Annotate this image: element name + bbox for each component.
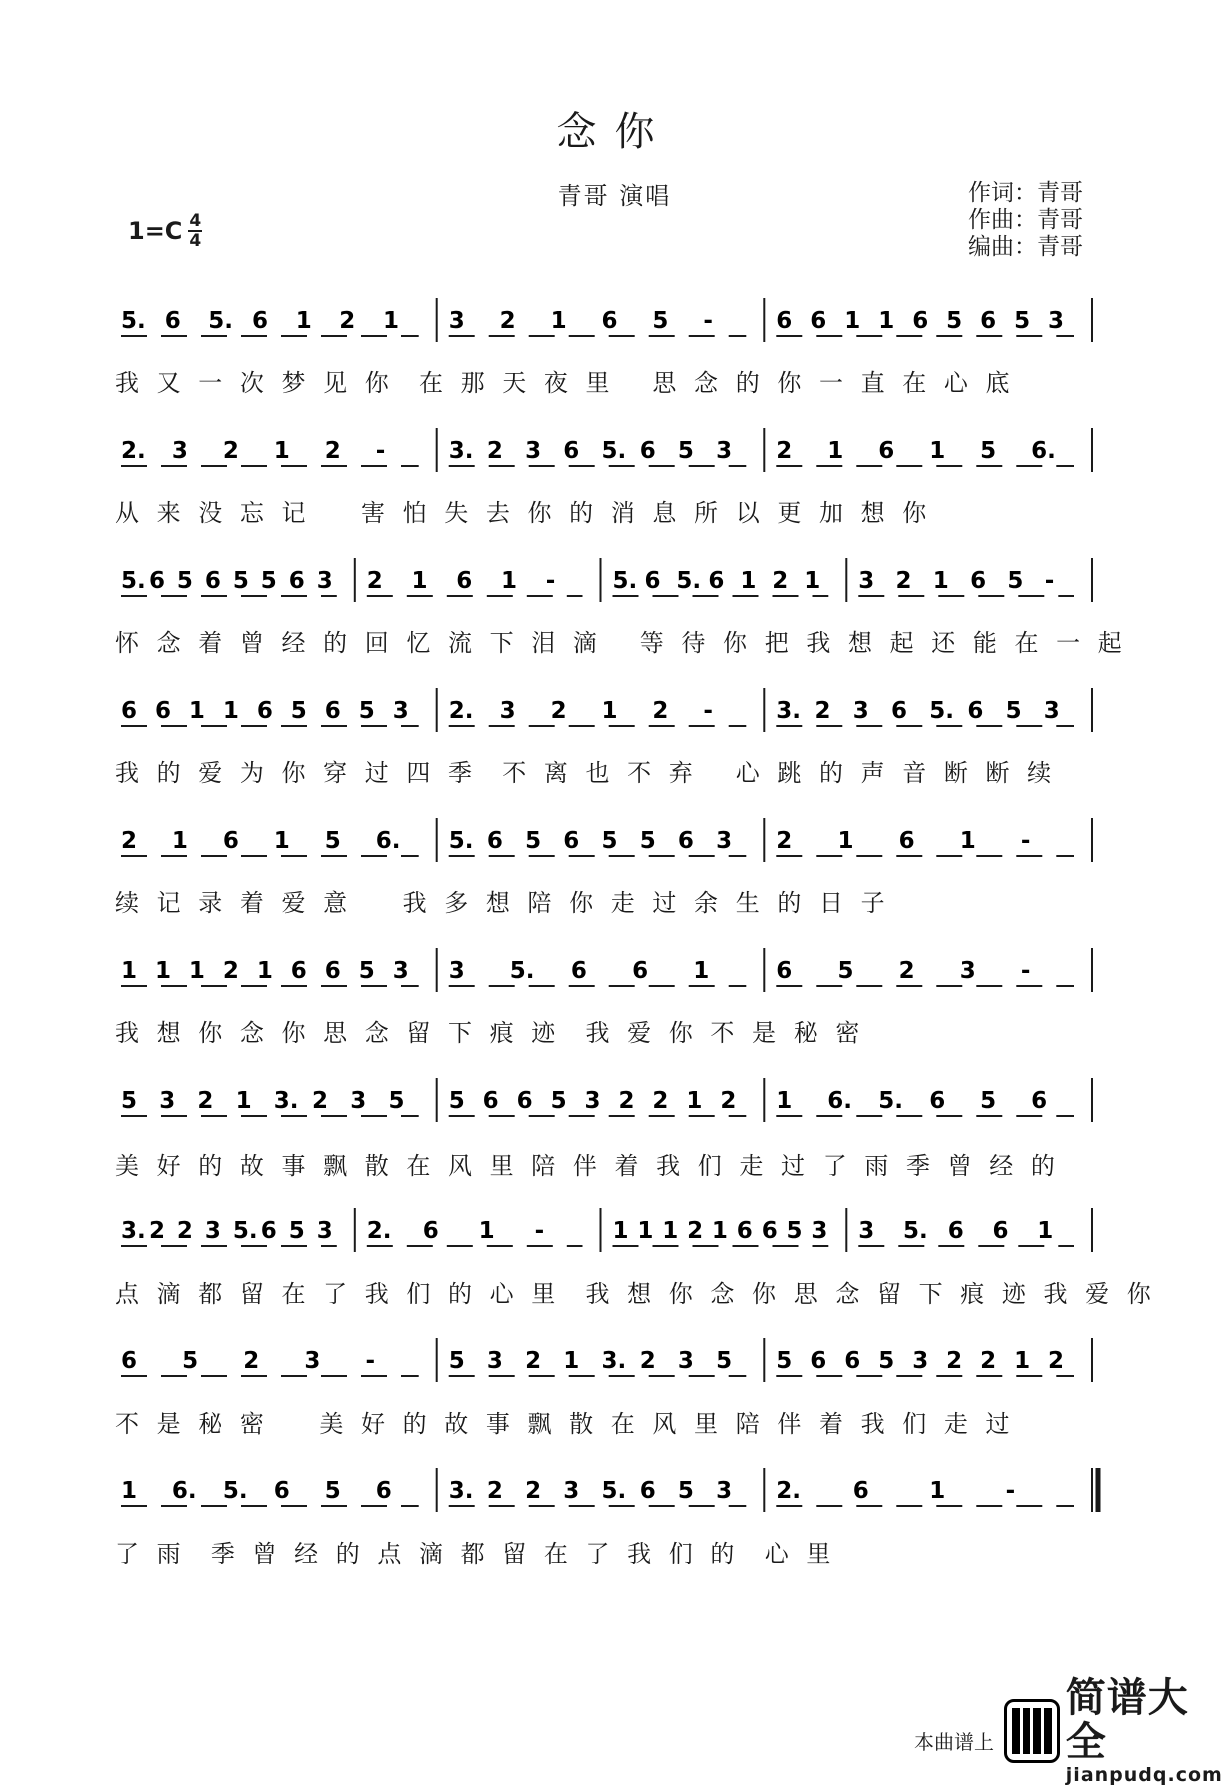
note: 3 — [392, 958, 409, 984]
note: 2 — [772, 568, 789, 594]
note: 2 — [618, 1088, 635, 1114]
note: 5 — [288, 1218, 305, 1244]
note: 6 — [891, 698, 908, 724]
note: - — [1005, 1478, 1016, 1504]
note: 6 — [601, 308, 618, 334]
note: 2 — [895, 568, 912, 594]
note: 3 — [1043, 698, 1060, 724]
note: 2 — [687, 1218, 704, 1244]
watermark-cutoff-text: 本曲谱上 — [914, 1730, 994, 1754]
note: 5 — [677, 438, 694, 464]
note: 6 — [776, 308, 793, 334]
note: 1 — [188, 958, 205, 984]
note: - — [545, 568, 556, 594]
note: 3 — [392, 698, 409, 724]
note: 5. — [222, 1478, 248, 1504]
note: 5. — [676, 568, 702, 594]
note: 3 — [959, 958, 976, 984]
note: 6 — [967, 698, 984, 724]
note: 2 — [339, 308, 356, 334]
note: 6 — [260, 1218, 277, 1244]
note: 2 — [243, 1348, 260, 1374]
note: 3. — [448, 438, 474, 464]
note: 6 — [1031, 1088, 1048, 1114]
note: 1 — [776, 1088, 793, 1114]
note: 1 — [550, 308, 567, 334]
note: 5 — [946, 308, 963, 334]
note: 6 — [632, 958, 649, 984]
note: 6 — [776, 958, 793, 984]
note: 2 — [776, 438, 793, 464]
note: 1 — [1037, 1218, 1054, 1244]
note: 2 — [898, 958, 915, 984]
note: 6 — [252, 308, 269, 334]
lyric-line-4: 我 的 爱 为 你 穿 过 四 季 不 离 也 不 弃 心 跳 的 声 音 断 断 续 — [115, 759, 1057, 787]
note: 2 — [176, 1218, 193, 1244]
note: 6 — [970, 568, 987, 594]
note: 1 — [929, 438, 946, 464]
note: 5 — [786, 1218, 803, 1244]
note: 5. — [448, 828, 474, 854]
note: 2 — [946, 1348, 963, 1374]
note: 6. — [375, 828, 401, 854]
note: 1 — [662, 1218, 679, 1244]
note: 6 — [708, 568, 725, 594]
lyric-line-9: 不 是 秘 密 美 好 的 故 事 飘 散 在 风 里 陪 伴 着 我 们 走 过 — [115, 1410, 1015, 1438]
note: 6 — [810, 1348, 827, 1374]
note: 1 — [837, 828, 854, 854]
note: - — [1044, 568, 1055, 594]
piano-icon — [1004, 1699, 1060, 1763]
note: 3 — [159, 1088, 176, 1114]
note: - — [375, 438, 386, 464]
note: 6. — [1031, 438, 1056, 464]
note: 1 — [411, 568, 428, 594]
note: 2 — [486, 438, 503, 464]
note: 5 — [837, 958, 854, 984]
time-top: 4 — [189, 211, 202, 231]
site-logo[interactable] — [1004, 1676, 1229, 1786]
note: 3 — [304, 1348, 321, 1374]
note: 5 — [980, 438, 997, 464]
note: - — [365, 1348, 376, 1374]
note: 5. — [878, 1088, 903, 1114]
note: 6 — [288, 568, 305, 594]
note: 2 — [324, 438, 341, 464]
note: 6 — [164, 308, 181, 334]
note: 6. — [827, 1088, 853, 1114]
note: 3 — [858, 568, 875, 594]
note: 1 — [121, 1478, 138, 1504]
note: 6 — [980, 308, 997, 334]
note: 2 — [197, 1088, 214, 1114]
note: 5. — [232, 1218, 258, 1244]
note: 3 — [204, 1218, 221, 1244]
note: 5 — [324, 828, 341, 854]
note: - — [1020, 958, 1031, 984]
arranger-credit: 编曲：青哥 — [968, 234, 1083, 260]
note: 5. — [612, 568, 638, 594]
note: 5. — [601, 438, 627, 464]
note: 1 — [959, 828, 976, 854]
note: 6 — [878, 438, 895, 464]
note: 2 — [121, 828, 138, 854]
note: 1 — [222, 698, 239, 724]
note: 5 — [324, 1478, 341, 1504]
note: 1 — [601, 698, 618, 724]
lyric-line-2: 从 来 没 忘 记 害 怕 失 去 你 的 消 息 所 以 更 加 想 你 — [115, 499, 932, 527]
note: 1 — [256, 958, 273, 984]
note: 3 — [716, 1478, 733, 1504]
lyric-line-7: 美 好 的 故 事 飘 散 在 风 里 陪 伴 着 我 们 走 过 了 雨 季 曾 经 的 — [115, 1152, 1060, 1180]
note: 6 — [324, 698, 341, 724]
note: 5 — [980, 1088, 997, 1114]
note: 2. — [121, 438, 146, 464]
note: 6 — [677, 828, 694, 854]
note: 6 — [121, 698, 138, 724]
note: 6 — [639, 438, 656, 464]
note: 6 — [290, 958, 307, 984]
note: 2 — [222, 958, 239, 984]
lyric-line-3: 怀 念 着 曾 经 的 回 忆 流 下 泪 滴 等 待 你 把 我 想 起 还 能 在 一 起 — [115, 629, 1127, 657]
note: 1 — [155, 958, 172, 984]
note: 6 — [256, 698, 273, 724]
note: 2 — [312, 1088, 329, 1114]
note: 5. — [121, 308, 146, 334]
note: 3 — [563, 1478, 580, 1504]
note: 1 — [121, 958, 138, 984]
note: 6 — [844, 1348, 861, 1374]
note: 1 — [686, 1088, 703, 1114]
note: 3 — [852, 698, 869, 724]
note: 2 — [639, 1348, 656, 1374]
note: 1 — [932, 568, 949, 594]
note: 1 — [827, 438, 844, 464]
note: 5 — [601, 828, 618, 854]
note: 5 — [182, 1348, 199, 1374]
note: 6 — [456, 568, 473, 594]
note: 1 — [188, 698, 205, 724]
note: 5 — [677, 1478, 694, 1504]
note: 6 — [639, 1478, 656, 1504]
note: 6 — [273, 1478, 290, 1504]
note: 6 — [149, 568, 166, 594]
note: - — [703, 698, 713, 724]
note: 3. — [601, 1348, 627, 1374]
note: 1 — [711, 1218, 728, 1244]
note: 3 — [448, 308, 465, 334]
note: 5 — [121, 1088, 138, 1114]
note: 3 — [448, 958, 465, 984]
note: 3 — [171, 438, 188, 464]
note: 1 — [383, 308, 400, 334]
note: 5 — [525, 828, 542, 854]
lyric-line-5: 续 记 录 着 爱 意 我 多 想 陪 你 走 过 余 生 的 日 子 — [115, 889, 890, 917]
note: 3 — [677, 1348, 694, 1374]
lyric-line-6: 我 想 你 念 你 思 念 留 下 痕 迹 我 爱 你 不 是 秘 密 — [115, 1019, 865, 1047]
note: 6 — [563, 828, 580, 854]
note: 6 — [929, 1088, 946, 1114]
note: 6 — [912, 308, 929, 334]
note: 1 — [804, 568, 821, 594]
note: 3. — [121, 1218, 146, 1244]
note: 6 — [422, 1218, 439, 1244]
note: 6 — [810, 308, 827, 334]
note: 5 — [1007, 568, 1024, 594]
note: 6 — [222, 828, 239, 854]
note: 6 — [761, 1218, 778, 1244]
note: 3. — [776, 698, 802, 724]
note: 2 — [776, 828, 793, 854]
note: 6 — [121, 1348, 138, 1374]
lyric-line-10: 了 雨 季 曾 经 的 点 滴 都 留 在 了 我 们 的 心 里 — [115, 1540, 836, 1568]
note: 1 — [171, 828, 188, 854]
note: 3 — [716, 438, 733, 464]
note: 5 — [260, 568, 277, 594]
note: 5 — [358, 958, 375, 984]
note: 3 — [316, 1218, 333, 1244]
note: 3 — [350, 1088, 367, 1114]
note: 3 — [486, 1348, 503, 1374]
note: 5 — [1014, 308, 1031, 334]
note: - — [1020, 828, 1031, 854]
note: 1 — [740, 568, 757, 594]
note: 5 — [388, 1088, 405, 1114]
note: 3 — [858, 1218, 875, 1244]
note: 5. — [929, 698, 954, 724]
note: 6 — [516, 1088, 533, 1114]
note: 1 — [844, 308, 861, 334]
note: 2 — [525, 1478, 542, 1504]
note: 1 — [273, 828, 290, 854]
note: 6 — [570, 958, 587, 984]
note: 5 — [176, 568, 193, 594]
time-bottom: 4 — [189, 231, 202, 251]
note: 1 — [612, 1218, 629, 1244]
note: 2 — [499, 308, 516, 334]
note: 5 — [639, 828, 656, 854]
note: 5. — [121, 568, 146, 594]
note: 6 — [644, 568, 661, 594]
note: 5 — [232, 568, 249, 594]
note: 5 — [448, 1348, 465, 1374]
note: 6 — [482, 1088, 499, 1114]
note: 2 — [222, 438, 239, 464]
logo-url: jianpudq.com — [1065, 1764, 1223, 1786]
note: 5 — [652, 308, 669, 334]
note: 2 — [980, 1348, 997, 1374]
note: 3 — [1048, 308, 1065, 334]
note: 2 — [550, 698, 567, 724]
note: 5 — [550, 1088, 567, 1114]
song-title: 念你 — [556, 109, 673, 155]
lyric-line-8: 点 滴 都 留 在 了 我 们 的 心 里 我 想 你 念 你 思 念 留 下 痕 迹 我 爱 你 — [115, 1280, 1156, 1308]
note: 6 — [324, 958, 341, 984]
note: 3 — [912, 1348, 929, 1374]
note: 1 — [563, 1348, 580, 1374]
note: 5 — [716, 1348, 733, 1374]
note: 3 — [525, 438, 542, 464]
note: 6 — [486, 828, 503, 854]
note: 1 — [501, 568, 518, 594]
note: 2 — [525, 1348, 542, 1374]
note: 5. — [601, 1478, 627, 1504]
note: 1 — [1014, 1348, 1031, 1374]
note: 6 — [155, 698, 172, 724]
note: 1 — [295, 308, 312, 334]
lyricist-credit: 作词：青哥 — [968, 180, 1083, 206]
logo-brand: 简谱大全 — [1065, 1675, 1189, 1765]
note: 1 — [235, 1088, 252, 1114]
note: 6 — [898, 828, 915, 854]
composer-credit: 作曲：青哥 — [968, 207, 1083, 233]
note: 2. — [776, 1478, 802, 1504]
note: 5 — [776, 1348, 793, 1374]
note: 6 — [852, 1478, 869, 1504]
note: 2. — [366, 1218, 392, 1244]
note: 2 — [486, 1478, 503, 1504]
note: 3. — [448, 1478, 474, 1504]
key-label: 1=C — [128, 217, 183, 245]
note: 1 — [878, 308, 895, 334]
note: 3 — [499, 698, 516, 724]
note: 1 — [478, 1218, 495, 1244]
note: 5. — [903, 1218, 928, 1244]
note: 5. — [208, 308, 234, 334]
note: 5 — [358, 698, 375, 724]
note: 6 — [375, 1478, 392, 1504]
note: 1 — [693, 958, 710, 984]
note: 5. — [509, 958, 535, 984]
note: 6 — [563, 438, 580, 464]
note: 2 — [149, 1218, 166, 1244]
note: 2 — [1048, 1348, 1065, 1374]
note: 5 — [448, 1088, 465, 1114]
note: 5 — [878, 1348, 895, 1374]
note: 3 — [811, 1218, 828, 1244]
note: 1 — [637, 1218, 654, 1244]
note: 2 — [652, 1088, 669, 1114]
note: - — [703, 308, 713, 334]
note: 6 — [947, 1218, 964, 1244]
note: 2 — [652, 698, 669, 724]
note: 5 — [1005, 698, 1022, 724]
note: 6 — [736, 1218, 753, 1244]
singer-credit: 青哥 演唱 — [557, 182, 672, 210]
note: 2 — [814, 698, 831, 724]
note: 2. — [448, 698, 474, 724]
note: 6 — [204, 568, 221, 594]
lyric-line-1: 我 又 一 次 梦 见 你 在 那 天 夜 里 思 念 的 你 一 直 在 心 底 — [115, 369, 1015, 397]
note: - — [534, 1218, 545, 1244]
note: 2 — [366, 568, 383, 594]
note: 1 — [929, 1478, 946, 1504]
note: 5 — [290, 698, 307, 724]
note: 3. — [273, 1088, 299, 1114]
note: 1 — [273, 438, 290, 464]
note: 6. — [171, 1478, 197, 1504]
note: 3 — [584, 1088, 601, 1114]
note: 3 — [716, 828, 733, 854]
note: 3 — [316, 568, 333, 594]
note: 2 — [720, 1088, 737, 1114]
note: 6 — [992, 1218, 1009, 1244]
